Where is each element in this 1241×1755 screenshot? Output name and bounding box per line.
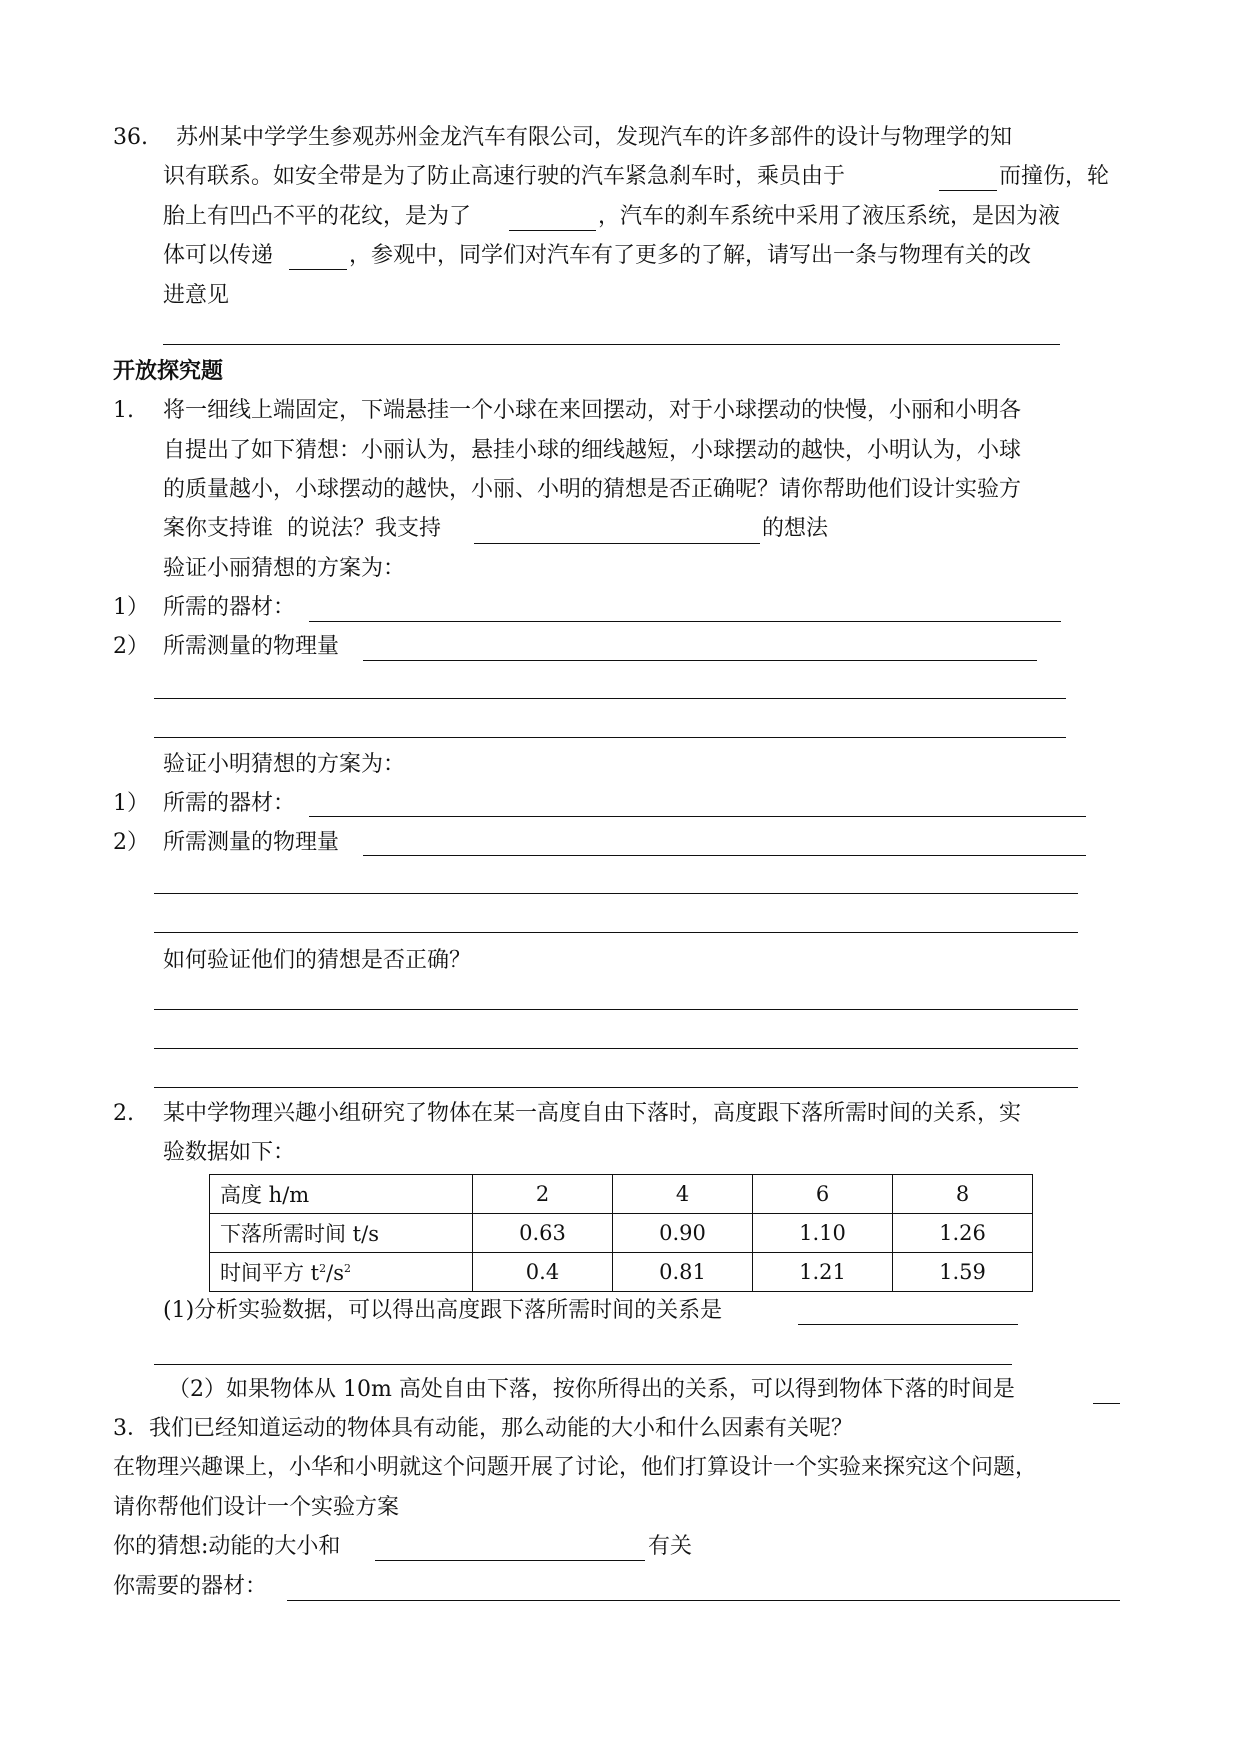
- q1-line-4a: 案你支持谁 的说法？我支持: [163, 516, 441, 541]
- verify-answer-line-1[interactable]: [154, 1009, 1078, 1010]
- plan-a-item2-label: 所需测量的物理量: [163, 634, 340, 659]
- row-label-time: 下落所需时间 t/s: [210, 1214, 473, 1253]
- plan-a-item2-number: 2）: [113, 634, 149, 659]
- plan-a-title: 验证小丽猜想的方案为：: [163, 556, 406, 581]
- q3-guess-a: 你的猜想:动能的大小和: [113, 1534, 341, 1559]
- q2-number: 2.: [113, 1101, 134, 1126]
- q2-sub-1-answer-line[interactable]: [154, 1364, 1012, 1365]
- superscript: 2: [343, 1262, 351, 1275]
- table-row: [210, 1253, 1033, 1292]
- superscript: 2: [319, 1262, 327, 1275]
- plan-b-item2-label: 所需测量的物理量: [163, 830, 340, 855]
- q2-line-1: 某中学物理兴趣小组研究了物体在某一高度自由下落时，高度跟下落所需时间的关系，实: [163, 1101, 1022, 1126]
- plan-b-item1-number: 1）: [113, 791, 149, 816]
- plan-a-answer-line-2[interactable]: [154, 737, 1066, 738]
- square-value: 0.81: [613, 1253, 753, 1292]
- q36-blank-2[interactable]: [509, 230, 596, 231]
- q2-line-2: 验数据如下：: [163, 1140, 296, 1165]
- section-title: 开放探究题: [113, 359, 224, 384]
- row-label-time-squared-a: 时间平方 t: [220, 1261, 320, 1285]
- square-value: 1.59: [893, 1253, 1033, 1292]
- height-value: 4: [613, 1175, 753, 1214]
- row-label-height: 高度 h/m: [210, 1175, 473, 1214]
- q36-line-3a: 胎上有凹凸不平的花纹，是为了: [163, 204, 472, 229]
- q36-line-4b: ，参观中，同学们对汽车有了更多的了解，请写出一条与物理有关的改: [349, 243, 1032, 268]
- q36-line-3b: ，汽车的刹车系统中采用了液压系统，是因为液: [598, 204, 1061, 229]
- height-value: 8: [893, 1175, 1033, 1214]
- q1-line-3: 的质量越小，小球摆动的越快，小丽、小明的猜想是否正确呢？请你帮助他们设计实验方: [163, 477, 1022, 502]
- q36-answer-line[interactable]: [163, 344, 1060, 345]
- q36-line-1: 苏州某中学学生参观苏州金龙汽车有限公司，发现汽车的许多部件的设计与物理学的知: [176, 125, 1013, 150]
- q3-equipment-line[interactable]: [287, 1600, 1120, 1601]
- plan-b-title: 验证小明猜想的方案为：: [163, 752, 406, 777]
- q36-line-5: 进意见: [163, 283, 230, 308]
- row-label-time-squared: [210, 1253, 473, 1292]
- q3-guess-blank[interactable]: [375, 1560, 645, 1561]
- row-label-time-squared-b: /s: [326, 1261, 344, 1285]
- table-row: [210, 1175, 1033, 1214]
- plan-b-answer-line-2[interactable]: [154, 932, 1078, 933]
- verify-question: 如何验证他们的猜想是否正确？: [163, 948, 472, 973]
- time-value: 0.63: [473, 1214, 613, 1253]
- q36-number: 36.: [113, 125, 148, 150]
- plan-b-equipment-line[interactable]: [309, 816, 1086, 817]
- q3-line-2: 在物理兴趣课上，小华和小明就这个问题开展了讨论，他们打算设计一个实验来探究这个问题，: [113, 1455, 1038, 1480]
- plan-a-answer-line-1[interactable]: [154, 698, 1066, 699]
- q2-sub-1-blank[interactable]: [798, 1324, 1018, 1325]
- q2-sub-2: （2）如果物体从 10m 高处自由下落，按你所得出的关系，可以得到物体下落的时间是: [168, 1377, 1015, 1402]
- q36-line-2b: 而撞伤，轮: [999, 164, 1110, 189]
- table-row: [210, 1214, 1033, 1253]
- time-value: 0.90: [613, 1214, 753, 1253]
- q36-blank-3[interactable]: [289, 269, 347, 270]
- verify-answer-line-3[interactable]: [154, 1087, 1078, 1088]
- square-value: 1.21: [753, 1253, 893, 1292]
- square-value: 0.4: [473, 1253, 613, 1292]
- q1-line-1: 将一细线上端固定，下端悬挂一个小球在来回摆动，对于小球摆动的快慢，小丽和小明各: [163, 398, 1022, 423]
- data-table: [209, 1174, 1033, 1292]
- q36-line-2a: 识有联系。如安全带是为了防止高速行驶的汽车紧急刹车时，乘员由于: [163, 164, 846, 189]
- q1-line-2: 自提出了如下猜想：小丽认为，悬挂小球的细线越短，小球摆动的越快，小明认为，小球: [163, 438, 1022, 463]
- q2-sub-2-blank[interactable]: [1093, 1403, 1120, 1404]
- plan-a-item1-number: 1）: [113, 595, 149, 620]
- q1-number: 1.: [113, 398, 134, 423]
- plan-a-item1-label: 所需的器材：: [163, 595, 296, 620]
- height-value: 2: [473, 1175, 613, 1214]
- q36-blank-1[interactable]: [939, 190, 997, 191]
- height-value: 6: [753, 1175, 893, 1214]
- time-value: 1.26: [893, 1214, 1033, 1253]
- q36-line-4a: 体可以传递: [163, 243, 274, 268]
- q1-line-4b: 的想法: [762, 516, 829, 541]
- plan-b-item2-number: 2）: [113, 830, 149, 855]
- verify-answer-line-2[interactable]: [154, 1048, 1078, 1049]
- plan-b-item1-label: 所需的器材：: [163, 791, 296, 816]
- q3-line-1: 3．我们已经知道运动的物体具有动能，那么动能的大小和什么因素有关呢？: [113, 1416, 853, 1441]
- q2-sub-1: (1)分析实验数据，可以得出高度跟下落所需时间的关系是: [163, 1298, 723, 1323]
- plan-a-quantity-line[interactable]: [363, 660, 1037, 661]
- plan-b-answer-line-1[interactable]: [154, 893, 1078, 894]
- q3-guess-b: 有关: [648, 1534, 693, 1559]
- q1-support-blank[interactable]: [474, 543, 760, 544]
- plan-b-quantity-line[interactable]: [363, 855, 1086, 856]
- plan-a-equipment-line[interactable]: [309, 621, 1061, 622]
- q3-line-3: 请你帮他们设计一个实验方案: [113, 1495, 400, 1520]
- time-value: 1.10: [753, 1214, 893, 1253]
- q3-equipment-label: 你需要的器材：: [113, 1574, 268, 1599]
